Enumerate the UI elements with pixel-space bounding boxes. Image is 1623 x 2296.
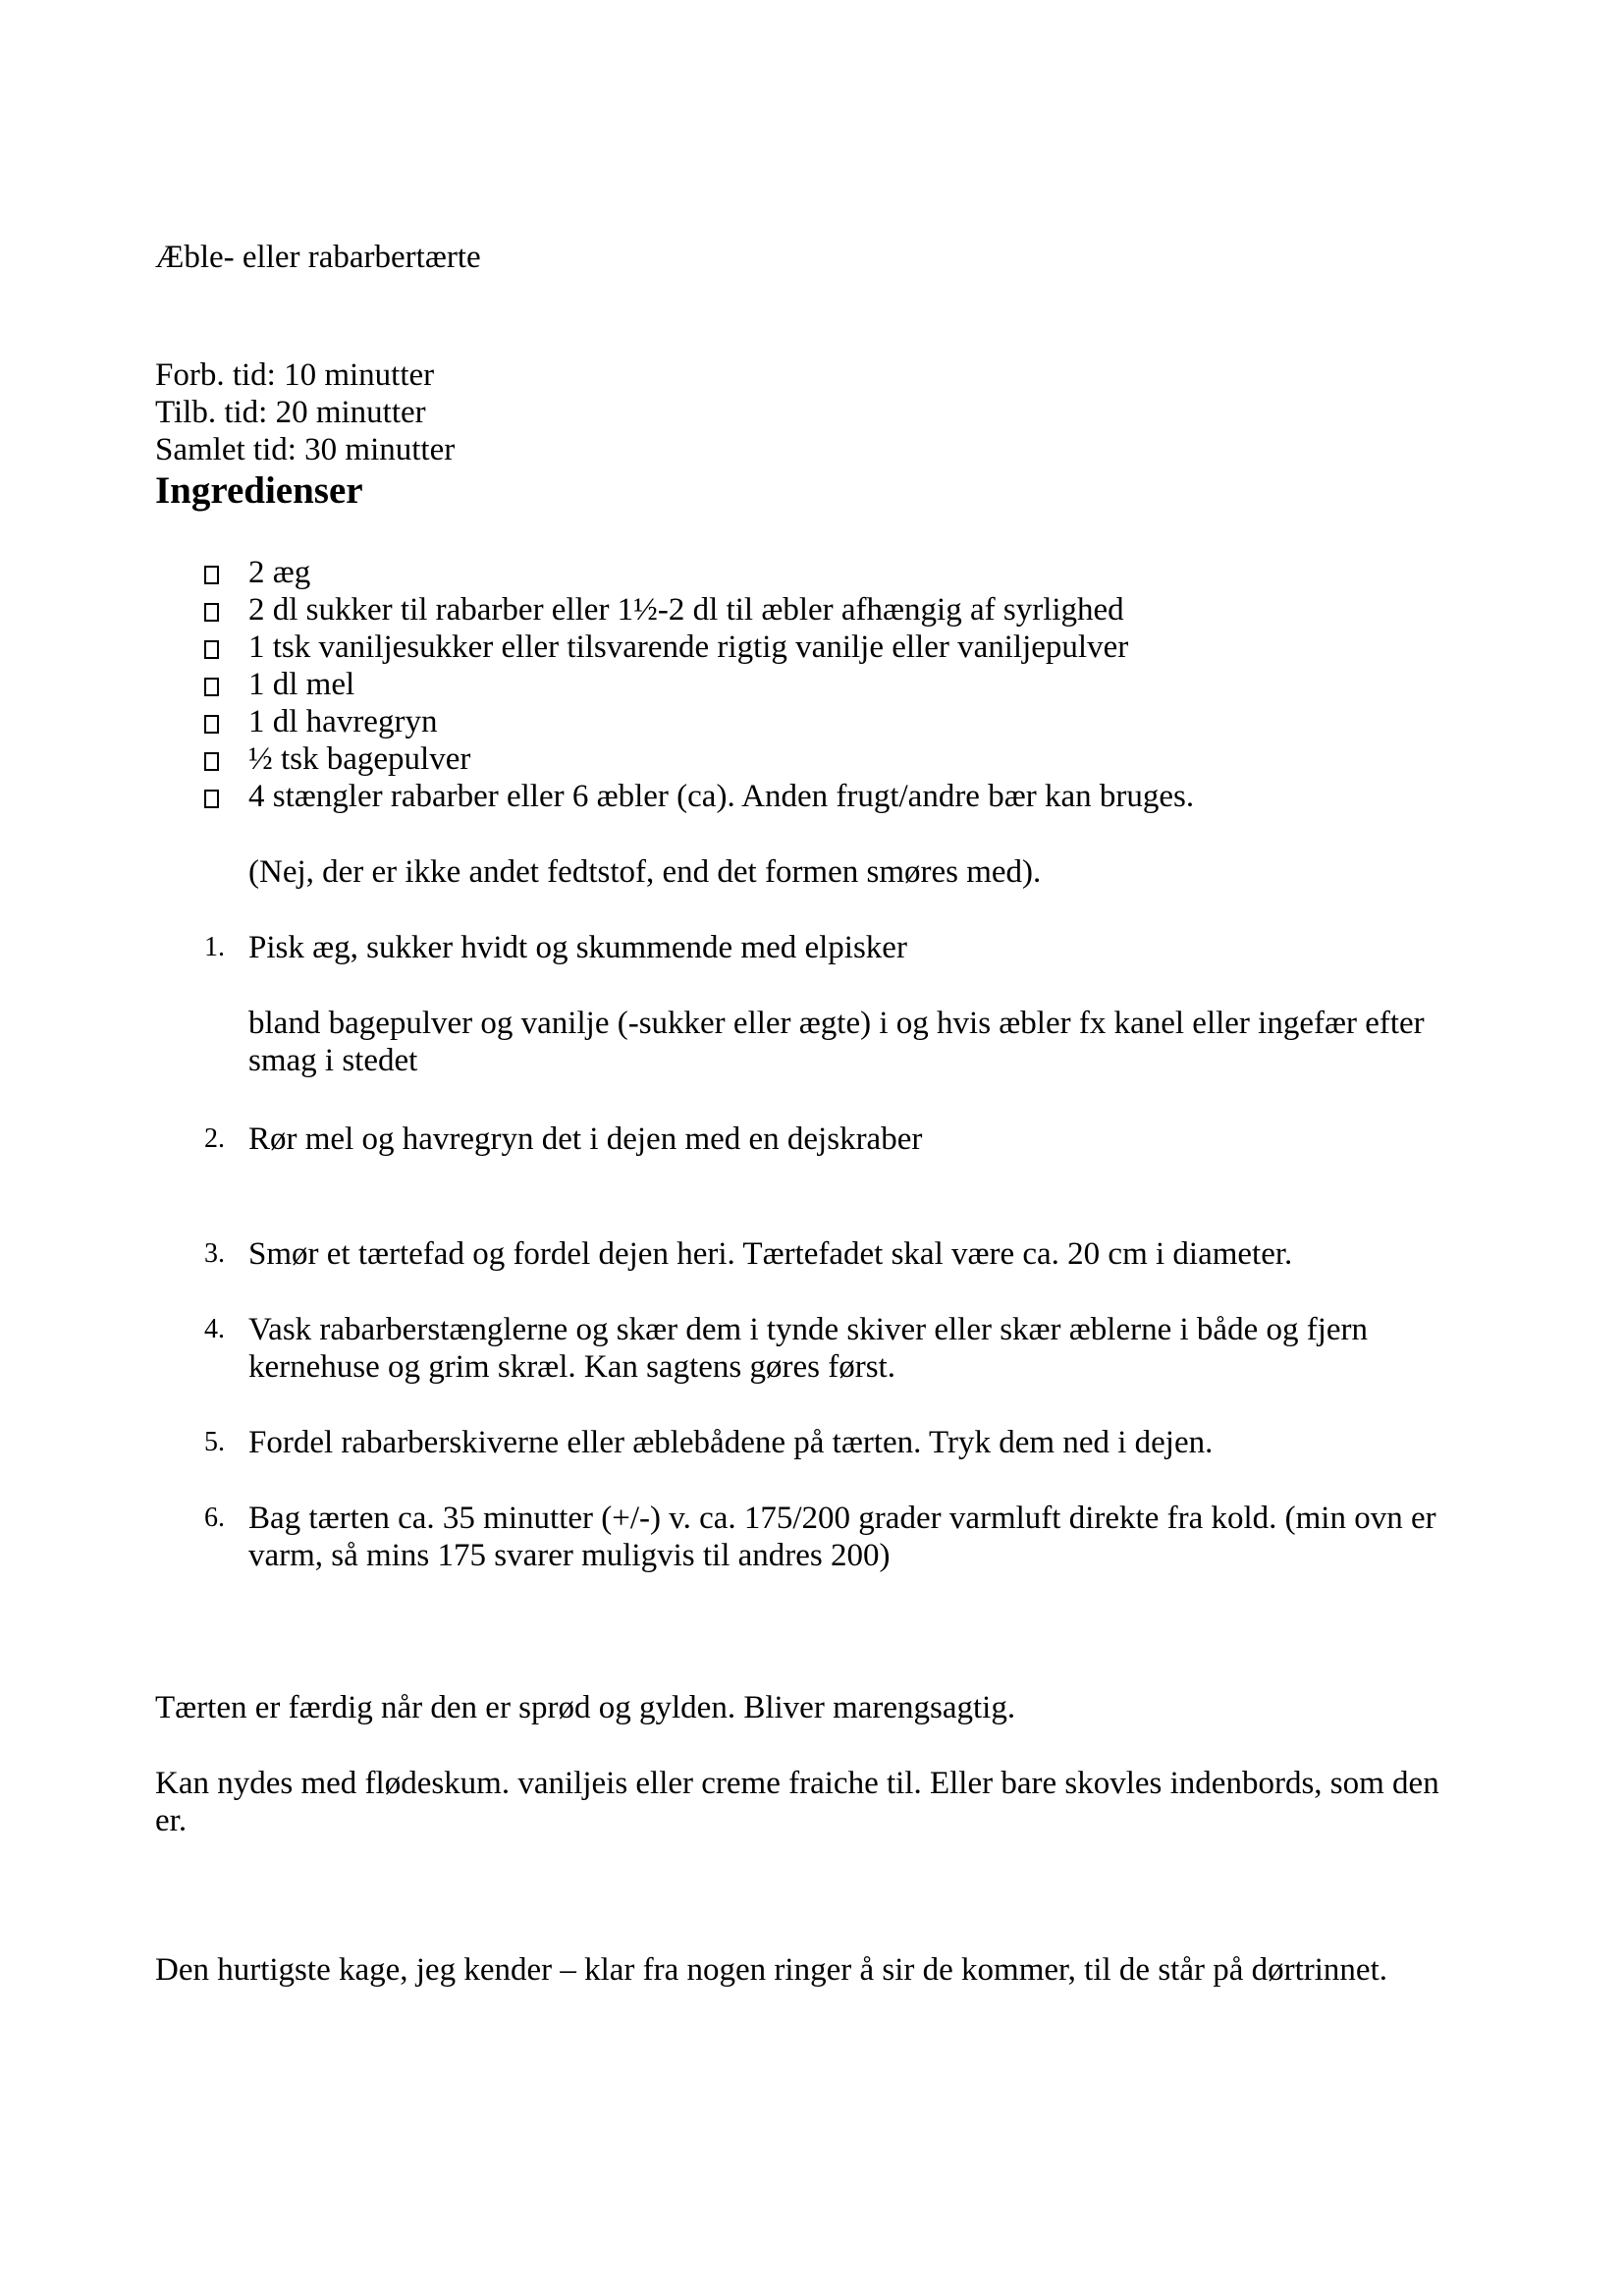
recipe-title: Æble- eller rabarbertærte xyxy=(155,240,481,275)
doneness-paragraph: Tærten er færdig når den er sprød og gylden. Bliver marengsagtig. xyxy=(155,1690,1016,1725)
checkbox-bullet-icon xyxy=(204,715,219,734)
step-text: Pisk æg, sukker hvidt og skummende med elpisker xyxy=(248,930,907,965)
step-number: 1. xyxy=(204,932,225,962)
closing-remark-paragraph: Den hurtigste kage, jeg kender – klar fra nogen ringer å sir de kommer, til de står på dørtrinnet. xyxy=(155,1952,1387,1988)
step-number: 4. xyxy=(204,1314,225,1344)
ingredient-item xyxy=(155,740,1469,778)
step-number: 2. xyxy=(204,1123,225,1154)
ingredient-item xyxy=(155,554,1469,591)
checkbox-bullet-icon xyxy=(204,790,219,808)
ingredient-text: 2 æg xyxy=(248,555,311,590)
time-info xyxy=(155,356,1469,468)
ingredient-text: 1 dl mel xyxy=(248,667,355,702)
step-text: Bag tærten ca. 35 minutter (+/-) v. ca. 175/200 grader varmluft direkte fra kold. (min ovn er varm, så mins 175 svarer muligvis til andres 200) xyxy=(248,1501,1436,1573)
checkbox-bullet-icon xyxy=(204,752,219,771)
step-item xyxy=(155,1311,1469,1386)
checkbox-bullet-icon xyxy=(204,678,219,696)
ingredient-item xyxy=(155,666,1469,703)
step-number: 3. xyxy=(204,1238,225,1269)
step-item xyxy=(155,1235,1469,1273)
step-continuation: bland bagepulver og vanilje (-sukker eller ægte) i og hvis æbler fx kanel eller ingefær efter smag i stedet xyxy=(248,1006,1433,1078)
ingredient-text: 1 dl havregryn xyxy=(248,704,438,739)
step-item xyxy=(155,1500,1469,1574)
ingredient-text: 2 dl sukker til rabarber eller 1½-2 dl til æbler afhængig af syrlighed xyxy=(248,592,1124,628)
step-text: Rør mel og havregryn det i dejen med en dejskraber xyxy=(248,1121,923,1157)
ingredient-item xyxy=(155,703,1469,740)
step-text: Smør et tærtefad og fordel dejen heri. Tærtefadet skal være ca. 20 cm i diameter. xyxy=(248,1236,1293,1272)
ingredient-item xyxy=(155,629,1469,666)
step-item xyxy=(155,929,1469,966)
step-text: Fordel rabarberskiverne eller æblebådene på tærten. Tryk dem ned i dejen. xyxy=(248,1425,1214,1460)
serving-paragraph: Kan nydes med flødeskum. vaniljeis eller creme fraiche til. Eller bare skovles indenbords, som den er. xyxy=(155,1766,1447,1838)
checkbox-bullet-icon xyxy=(204,640,219,659)
ingredients-list xyxy=(155,554,1469,815)
ingredient-text: 4 stængler rabarber eller 6 æbler (ca). Anden frugt/andre bær kan bruges. xyxy=(248,779,1195,814)
ingredients-heading: Ingredienser xyxy=(155,469,363,512)
fat-note: (Nej, der er ikke andet fedtstof, end det formen smøres med). xyxy=(248,854,1042,890)
step-item xyxy=(155,1121,1469,1158)
ingredient-text: ½ tsk bagepulver xyxy=(248,741,471,777)
total-time-line: Samlet tid: 30 minutter xyxy=(155,432,456,467)
checkbox-bullet-icon xyxy=(204,566,219,584)
checkbox-bullet-icon xyxy=(204,603,219,622)
step-number: 5. xyxy=(204,1427,225,1457)
ingredient-item xyxy=(155,778,1469,815)
ingredient-text: 1 tsk vaniljesukker eller tilsvarende rigtig vanilje eller vaniljepulver xyxy=(248,629,1129,665)
cook-time-line: Tilb. tid: 20 minutter xyxy=(155,395,426,430)
prep-time-line: Forb. tid: 10 minutter xyxy=(155,357,435,393)
steps-list xyxy=(155,929,1469,1574)
step-text: Vask rabarberstænglerne og skær dem i tynde skiver eller skær æblerne i både og fjern kernehuse og grim skræl. Kan sagtens gøres først. xyxy=(248,1312,1369,1385)
step-item xyxy=(155,1424,1469,1461)
ingredient-item xyxy=(155,591,1469,629)
step-number: 6. xyxy=(204,1503,225,1533)
